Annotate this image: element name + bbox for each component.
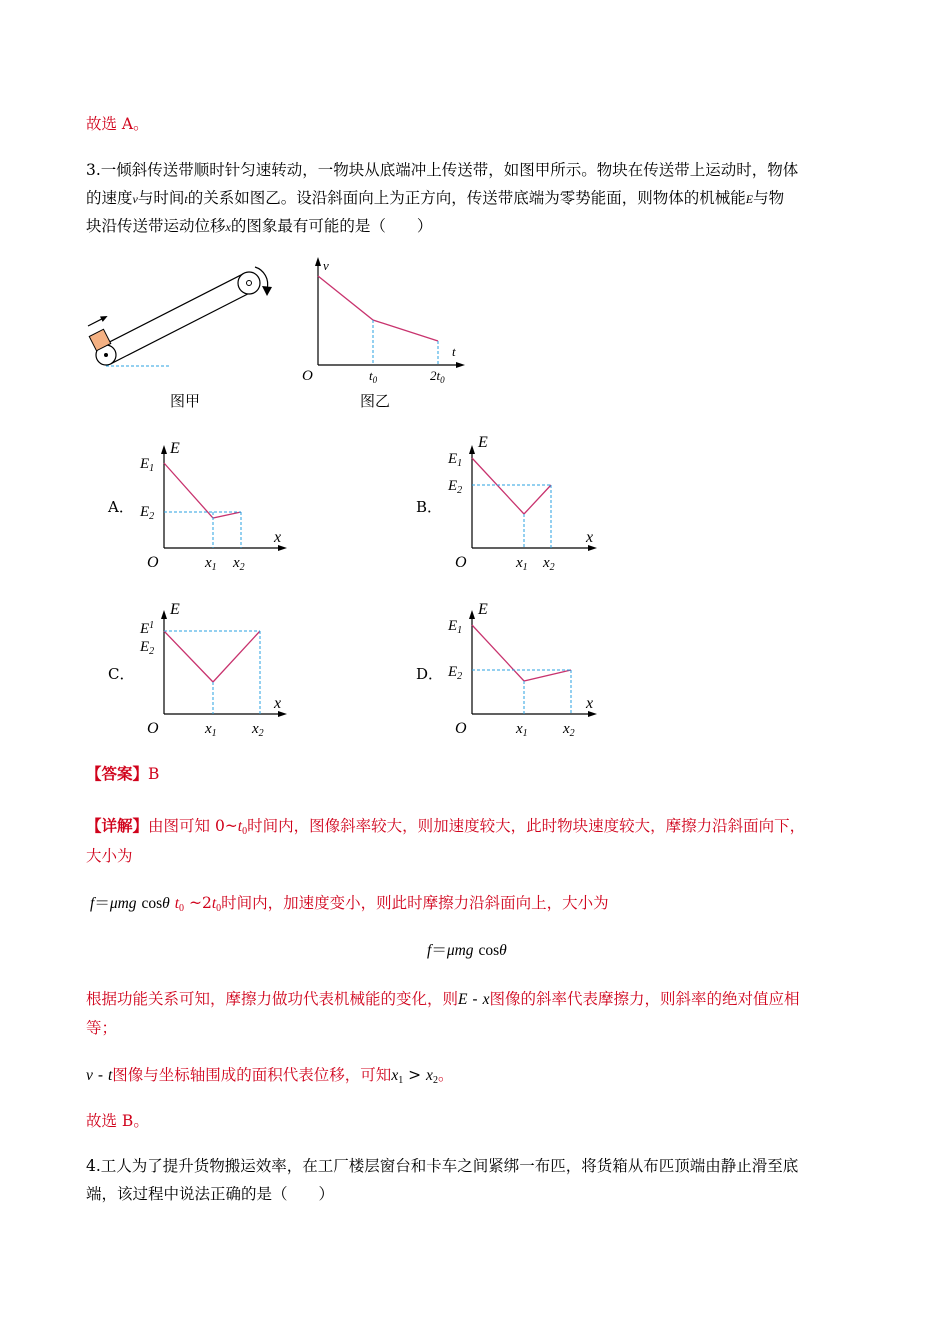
svg-text:x: x — [274, 529, 282, 546]
svg-text:x2: $x_2$ — [252, 721, 264, 739]
svg-text:E2: $E_2$ — [448, 664, 463, 682]
svg-text:E1: $E_1$ — [448, 451, 463, 469]
option-b-label[interactable]: B． — [416, 498, 443, 516]
next-question-line-1: 4.工人为了提升货物搬运效率，在工厂楼层窗台和卡车之间紧绑一布匹，将货箱从布匹顶端由静止滑至底 — [86, 1157, 799, 1175]
svg-text:x2: $x_2$ — [543, 555, 555, 573]
svg-text:O: O — [147, 720, 159, 737]
detail-line-4: 等； — [86, 1019, 118, 1037]
question-line-3: 块沿传送带运动位移x的图象最有可能的是（ ） — [86, 217, 433, 235]
option-c-label[interactable]: C． — [108, 665, 135, 683]
origin-label: O — [302, 368, 313, 384]
svg-text:O: O — [455, 720, 467, 737]
detail-line-2: 大小为 — [86, 847, 133, 865]
svg-text:E: E — [478, 434, 488, 451]
svg-text:x1: $x_1$ — [516, 721, 528, 739]
tick-t0: $t_0$ — [369, 368, 378, 385]
svg-text:E: E — [170, 440, 180, 457]
friction-formula-2: f＝μmg cosθ — [427, 941, 507, 959]
svg-text:E2: $E_2$ — [140, 639, 155, 657]
svg-text:E: E — [478, 601, 488, 618]
figure-yi-caption: 图乙 — [360, 392, 391, 410]
svg-text:E1: $E_1$ — [140, 456, 155, 474]
svg-text:x2: $x_2$ — [563, 721, 575, 739]
svg-text:O: O — [147, 554, 159, 571]
svg-text:x: x — [586, 529, 594, 546]
svg-text:x2: $x_2$ — [233, 555, 245, 573]
svg-text:E2: $E_2$ — [448, 478, 463, 496]
svg-text:x: x — [586, 695, 594, 712]
axis-label-v: v — [323, 258, 329, 273]
detail-line-5: v - t图像与坐标轴围成的面积代表位移，可知$x_1 > x_2$。 — [86, 1066, 454, 1086]
answer-line: 【答案】B — [86, 764, 160, 783]
figure-jia-caption: 图甲 — [170, 392, 201, 410]
detail-line-1: 【详解】由图可知 $0\sim t_0$时间内，图像斜率较大，则加速度较大，此时物块速度较大，摩擦力沿斜面向下， — [86, 816, 806, 837]
svg-text:x1: $x_1$ — [516, 555, 528, 573]
svg-text:x: x — [274, 695, 282, 712]
detail-conclusion: 故选 B。 — [86, 1112, 149, 1130]
friction-formula-1: f＝μmg cosθ $t_0$ $\sim 2t_0$时间内，加速度变小，则此时摩擦力沿斜面向上，大小为 — [90, 894, 609, 914]
detail-line-3: 根据功能关系可知，摩擦力做功代表机械能的变化，则E - x图像的斜率代表摩擦力，则斜率的绝对值应相 — [86, 990, 800, 1008]
svg-text:E1: $E^1$ — [140, 620, 155, 637]
option-a-label[interactable]: A． — [108, 498, 134, 516]
svg-text:x1: $x_1$ — [205, 555, 217, 573]
next-question-line-2: 端，该过程中说法正确的是（ ） — [86, 1185, 335, 1203]
svg-text:E2: $E_2$ — [140, 504, 155, 522]
svg-text:O: O — [455, 554, 467, 571]
tick-2t0: $2t_0$ — [430, 368, 445, 385]
previous-conclusion: 故选 A。 — [86, 115, 149, 133]
svg-text:x1: $x_1$ — [205, 721, 217, 739]
option-d-label[interactable]: D． — [416, 665, 444, 683]
axis-label-t: t — [452, 344, 456, 359]
svg-text:E1: $E_1$ — [448, 618, 463, 636]
question-line-2: 的速度v与时间t的关系如图乙。设沿斜面向上为正方向，传送带底端为零势能面，则物体的机械能E与物 — [86, 189, 785, 207]
question-line-1: 3.一倾斜传送带顺时针匀速转动，一物块从底端冲上传送带，如图甲所示。物块在传送带上运动时，物体 — [86, 161, 799, 179]
svg-text:E: E — [170, 601, 180, 618]
